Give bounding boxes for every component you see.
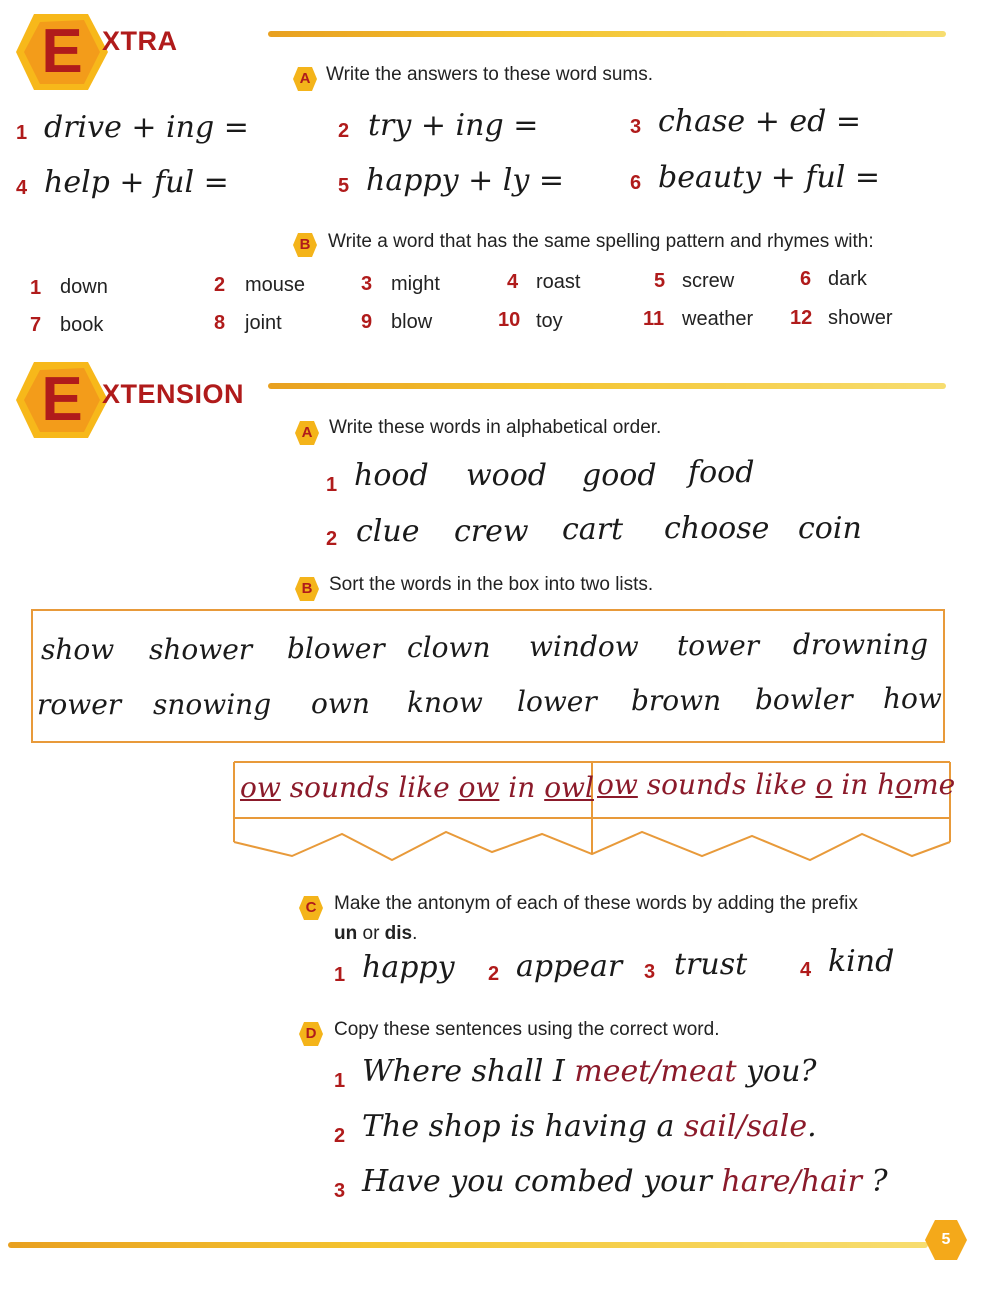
extension-d-sentence-1: Where shall I meet/meat you? xyxy=(362,1054,817,1089)
extension-a-num-1: 1 xyxy=(326,474,338,496)
box-word: shower xyxy=(149,633,253,666)
extension-a-word-2-3: cart xyxy=(562,512,624,547)
extra-badge xyxy=(14,12,110,92)
extension-c-marker: C xyxy=(298,895,324,921)
extra-b-num-6: 6 xyxy=(800,268,812,290)
extra-a-sum-6: beauty + ful = xyxy=(658,160,881,195)
footer-divider xyxy=(8,1242,928,1248)
extra-b-word-9: blow xyxy=(391,311,433,333)
box-word: rower xyxy=(37,688,122,721)
extension-c-instruction-line2: un or dis. xyxy=(334,923,418,944)
extension-badge xyxy=(14,360,110,440)
extension-c-instruction: Make the antonym of each of these words by adding the prefix xyxy=(334,893,858,914)
extra-b-word-6: dark xyxy=(828,268,867,290)
extension-a-word-2-1: clue xyxy=(356,514,420,549)
extra-b-word-10: toy xyxy=(536,310,563,332)
page-number: 5 xyxy=(941,1231,951,1248)
word-choice: sail/sale xyxy=(683,1109,808,1144)
extra-a-num-3: 3 xyxy=(630,116,642,138)
extra-b-num-5: 5 xyxy=(654,270,666,292)
box-word: brown xyxy=(631,684,722,717)
extra-b-word-5: screw xyxy=(682,270,735,292)
box-word: show xyxy=(41,633,115,666)
extra-b-word-11: weather xyxy=(682,308,754,330)
extension-d-instruction: Copy these sentences using the correct word. xyxy=(334,1019,720,1040)
extension-badge-letter: E xyxy=(41,365,83,434)
extra-a-instruction: Write the answers to these word sums. xyxy=(326,64,653,85)
extension-a-word-2-4: choose xyxy=(664,511,770,546)
extension-title: XTENSION xyxy=(102,379,245,409)
box-word: drowning xyxy=(793,628,929,661)
extension-c-word-1: happy xyxy=(362,950,455,985)
extension-a-word-1-1: hood xyxy=(354,458,429,493)
extra-a-num-2: 2 xyxy=(338,120,350,142)
extra-b-num-8: 8 xyxy=(214,312,226,334)
extra-b-num-11: 11 xyxy=(643,308,665,330)
page-number-badge xyxy=(924,1218,968,1262)
extra-b-word-1: down xyxy=(60,276,108,298)
box-word: clown xyxy=(407,631,491,664)
word-choice: meet/meat xyxy=(574,1054,737,1089)
box-word: how xyxy=(883,682,942,715)
extension-c-num-3: 3 xyxy=(644,961,656,983)
extension-a-word-1-3: good xyxy=(582,458,657,493)
extension-a-marker: A xyxy=(294,420,320,446)
extension-divider xyxy=(268,383,946,389)
extension-d-marker: D xyxy=(298,1021,324,1047)
extra-a-sum-2: try + ing = xyxy=(368,108,539,143)
extra-b-num-9: 9 xyxy=(361,311,373,333)
prefix-dis: dis xyxy=(384,923,413,944)
extra-a-num-6: 6 xyxy=(630,172,642,194)
extra-b-word-4: roast xyxy=(536,271,581,293)
extension-a-word-2-2: crew xyxy=(454,514,529,549)
extra-b-num-1: 1 xyxy=(30,277,42,299)
box-word: lower xyxy=(517,685,597,718)
extension-c-word-3: trust xyxy=(674,947,748,982)
extra-b-num-3: 3 xyxy=(361,273,373,295)
box-word: bowler xyxy=(755,683,853,716)
extension-a-num-2: 2 xyxy=(326,528,338,550)
extra-a-marker: A xyxy=(292,66,318,92)
extra-b-marker: B xyxy=(292,232,318,258)
extra-b-word-12: shower xyxy=(828,307,893,329)
extra-a-sum-3: chase + ed = xyxy=(658,104,861,139)
box-word: tower xyxy=(677,629,760,662)
extra-b-word-8: joint xyxy=(245,312,282,334)
extension-d-sentence-2: The shop is having a sail/sale. xyxy=(362,1109,817,1144)
sort-column-2-heading: ow sounds like o in home xyxy=(597,768,956,801)
extra-badge-letter: E xyxy=(41,17,83,86)
box-word: snowing xyxy=(153,688,272,721)
extra-a-sum-5: happy + ly = xyxy=(366,163,564,198)
extra-b-num-2: 2 xyxy=(214,274,226,296)
extension-b-marker: B xyxy=(294,576,320,602)
box-word: know xyxy=(407,686,483,719)
extra-a-sum-1: drive + ing = xyxy=(44,110,249,145)
sort-column-1-heading: ow sounds like ow in owl xyxy=(240,771,594,804)
extra-a-num-1: 1 xyxy=(16,122,28,144)
extension-a-instruction: Write these words in alphabetical order. xyxy=(329,417,662,438)
extra-b-word-7: book xyxy=(60,314,104,336)
prefix-un: un xyxy=(334,923,358,944)
extension-c-num-1: 1 xyxy=(334,964,346,986)
extension-a-word-2-5: coin xyxy=(798,511,862,546)
extension-c-word-4: kind xyxy=(828,944,895,979)
extra-a-num-4: 4 xyxy=(16,177,28,199)
extension-a-word-1-2: wood xyxy=(466,458,548,493)
extension-a-word-1-4: food xyxy=(688,455,755,490)
extra-b-num-12: 12 xyxy=(790,307,813,329)
word-choice: hare/hair xyxy=(721,1164,862,1199)
extra-b-word-3: might xyxy=(391,273,440,295)
extra-b-num-10: 10 xyxy=(498,309,521,331)
box-word: window xyxy=(529,630,639,663)
extra-b-instruction: Write a word that has the same spelling pattern and rhymes with: xyxy=(328,231,874,252)
extension-b-instruction: Sort the words in the box into two lists. xyxy=(329,574,654,595)
extension-d-num-2: 2 xyxy=(334,1125,346,1147)
extra-a-num-5: 5 xyxy=(338,175,350,197)
extra-title: XTRA xyxy=(102,26,178,56)
extension-d-num-1: 1 xyxy=(334,1070,346,1092)
extra-b-word-2: mouse xyxy=(245,274,306,296)
box-word: own xyxy=(311,687,370,720)
extra-divider xyxy=(268,31,946,37)
extra-b-num-7: 7 xyxy=(30,314,42,336)
extra-a-sum-4: help + ful = xyxy=(44,165,229,200)
extension-d-num-3: 3 xyxy=(334,1180,346,1202)
extra-b-num-4: 4 xyxy=(507,271,519,293)
word-box xyxy=(31,609,945,743)
extension-c-word-2: appear xyxy=(516,949,623,984)
extension-d-sentence-3: Have you combed your hare/hair ? xyxy=(362,1164,888,1199)
extension-c-num-4: 4 xyxy=(800,959,812,981)
box-word: blower xyxy=(287,632,385,665)
extension-c-num-2: 2 xyxy=(488,963,500,985)
